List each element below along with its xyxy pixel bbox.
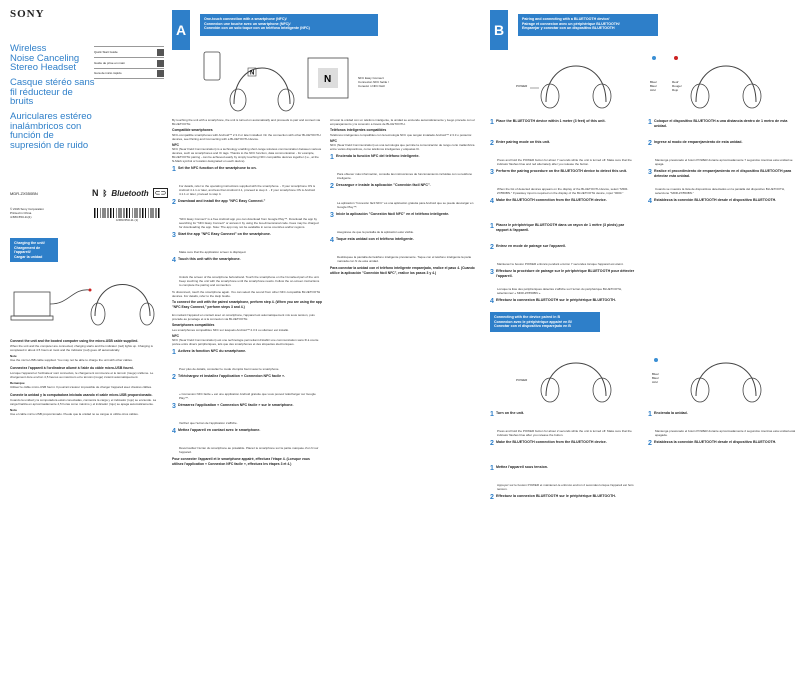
step-number: 2 xyxy=(648,140,652,147)
step-body: « Connexion NFC facile » est une application Android gratuite que vous pouvez télécharger sur Google Play™. xyxy=(179,392,316,400)
section-b-en-steps xyxy=(490,119,638,216)
step-body: Cuando se muestre la lista de dispositivos detectados en la pantalla del dispositivo BLUETOOTH, seleccione "MDR-ZX550BN." xyxy=(655,187,785,195)
guide-en-tab xyxy=(157,49,164,56)
step-number: 2 xyxy=(330,183,334,190)
charging-illustration xyxy=(10,268,160,330)
usb-cable-icon xyxy=(50,290,90,304)
svg-text:N: N xyxy=(250,70,255,77)
barcode-bars xyxy=(94,208,160,218)
step-item xyxy=(330,154,478,180)
step-number: 1 xyxy=(172,349,176,356)
step-number: 1 xyxy=(490,411,494,418)
step-heading: Place the BLUETOOTH device within 1 meter (3 feet) of this unit. xyxy=(496,119,606,123)
step-heading: Descargue e instale la aplicación "Conexión fácil NFC". xyxy=(336,183,431,187)
nfc-app-screen-icon xyxy=(308,58,348,98)
step-heading: Mettez l'appareil en contact avec le smartphone. xyxy=(178,428,261,432)
step-number: 4 xyxy=(648,198,652,205)
section-a-fr-steps xyxy=(172,349,322,454)
step-heading: Démarrez l'application « Connexion NFC facile » sur le smartphone. xyxy=(178,403,294,407)
step-number: 2 xyxy=(172,199,176,206)
step-body: When the list of detected devices appears on the display of the BLUETOOTH device, select "MDR-ZX550BN." If passkey input is required on the display of the BLUETOOTH device, input "0000." xyxy=(497,187,629,195)
paired-header: Connecting with the device paired in B Connexion avec le périphérique appairé en B/ Conectar con el dispositivo emparejado en B xyxy=(490,312,600,332)
sony-logo: SONY xyxy=(10,8,45,20)
step-number: 2 xyxy=(490,140,494,147)
paired-illustration xyxy=(536,346,786,400)
headset-left-icon xyxy=(541,363,611,402)
indicator-blue-icon xyxy=(652,56,656,60)
step-item xyxy=(490,140,638,166)
step-number: 2 xyxy=(172,374,176,381)
step-number: 3 xyxy=(648,169,652,176)
charging-en-heading: Connect the unit and the booted computer using the micro-USB cable supplied. xyxy=(10,339,139,344)
charging-fr-heading: Connectez l'appareil à l'ordinateur allumé à l'aide du câble micro-USB fourni. xyxy=(10,366,134,371)
step-body: Vérifiez que l'écran de l'application s'affiche. xyxy=(179,421,238,425)
section-a-col2: Al tocar la unidad con un teléfono inteligente, la unidad se enciende automáticamente y luego procede con el emparejamiento y la conexión a través de BLUETOOTH. Teléfonos inteligentes compatibles Teléfonos inteligentes compatibles con la tecnología NFC que tengan instalado Android™ 2.3.3 o posterior. NFC NFC (Near Field Communication) es una tecnología que permite la comunicación de rango corto inalámbrica entre varios dispositivos, como teléfonos inteligentes y etiquetas IC. 1 Encienda la función NFC del teléfono inteligente. Para obtener más información, consulte las instrucciones de funcionamiento incluidas con su teléfono inteligente. 2 Descargue e instale la aplicación "Conexión fácil NFC". La aplicación "Conexión fácil NFC" es una aplicación gratuita para Android que se puede descargar en Google Play™. 3 Inicie la aplicación "Conexión fácil NFC" en el teléfono inteligente. Asegúrese de que la pantalla de la aplicación esté visible. 4 Toque esta unidad con el teléfono inteligente. Desbloquee la pantalla del teléfono inteligente previamente. Toque con el teléfono inteligente la parte marcada con N de esta unidad. Para conectar la unidad con el teléfono inteligente emparejado, realice el paso 4. (Cuando utilice la aplicación "Conexión fácil NFC", realice los pasos 3 y 4.) xyxy=(330,118,478,275)
step-body: "NFC Easy Connect" is a free Android app you can download from Google Play™. Download the app by searching for "NFC Easy Connect" or access it by using the two-dimensional code. Fees may be charged for downloading the app. Note: The app may not be available in some countries and/or regions. xyxy=(179,217,319,229)
guide-es-tab xyxy=(157,70,164,77)
step-number: 3 xyxy=(172,232,176,239)
title-english: Wireless Noise Canceling Stereo Headset xyxy=(10,43,80,73)
step-item xyxy=(172,374,322,400)
paired-col2 xyxy=(648,408,796,458)
charging-header: Charging the unit/ Chargement de l'appareil/ Cargar la unidad xyxy=(10,238,58,262)
step-body: Pour plus de détails, consultez le mode d'emploi fourni avec le smartphone. xyxy=(179,367,280,371)
laptop-icon xyxy=(11,292,53,320)
step-number: 4 xyxy=(172,428,176,435)
guide-fr: Guide de prise en main xyxy=(94,60,126,65)
step-item xyxy=(490,223,638,241)
step-heading: Set the NFC function of the smartphone to on. xyxy=(178,166,257,170)
step-number: 1 xyxy=(490,119,494,126)
step-item xyxy=(172,403,322,425)
step-item xyxy=(490,440,638,458)
step-number: 4 xyxy=(172,257,176,264)
step-heading: Entrez en mode de pairage sur l'appareil. xyxy=(496,244,566,248)
step-heading: Ingrese al modo de emparejamiento de esta unidad. xyxy=(654,140,743,144)
model-number: MDR-ZX550BN xyxy=(10,191,38,196)
paired-en-steps xyxy=(490,411,638,458)
step-heading: Start the app "NFC Easy Connect" on the smartphone. xyxy=(178,232,271,236)
step-item xyxy=(490,198,638,216)
step-number: 3 xyxy=(172,403,176,410)
step-heading: Realice el procedimiento de emparejamiento en el dispositivo BLUETOOTH para detectar esta unidad. xyxy=(654,169,792,178)
step-item xyxy=(490,494,638,512)
step-body: Lorsque la liste des périphériques détectés s'affiche sur l'écran du périphérique BLUETOOTH, sélectionnez « MDR-ZX550BN ». xyxy=(497,287,622,295)
section-b-col1 xyxy=(490,116,638,316)
step-body: Para obtener más información, consulte las instrucciones de funcionamiento incluidas con su teléfono inteligente. xyxy=(337,172,473,180)
step-heading: Make the BLUETOOTH connection from the BLUETOOTH device. xyxy=(496,440,607,444)
step-item xyxy=(172,166,322,196)
power-label-2: POWER xyxy=(516,378,528,382)
step-heading: Inicie la aplicación "Conexión fácil NFC" en el teléfono inteligente. xyxy=(336,212,450,216)
step-heading: Establezca la conexión BLUETOOTH desde el dispositivo BLUETOOTH. xyxy=(654,440,777,444)
step-body: Mantenga presionado el botón POWER durante aproximadamente 7 segundos mientras esta unidad se apaga. xyxy=(655,158,793,166)
nfc-app-label: NFC Easy Connect Connexion NFC facile / Conexió n NFC fácil xyxy=(358,76,389,89)
section-b-fr-steps xyxy=(490,223,638,316)
headset-right-icon xyxy=(691,363,761,402)
step-number: 4 xyxy=(490,298,494,305)
red-label: Red/ Rouge/ Rojo xyxy=(672,80,682,93)
step-item xyxy=(648,169,796,195)
ce-mark-icon: ⊂⊃ xyxy=(154,190,167,197)
guide-es: Guía de inicio rápido xyxy=(94,71,122,76)
step-heading: Toque esta unidad con el teléfono inteligente. xyxy=(336,237,414,241)
charging-panel: Charging the unit/ Chargement de l'appareil/ Cargar la unidad Connect the unit and the booted computer using the micro-USB cable supplied. When the unit and the computer are connected, charging starts and the indicator (red) lights up. Charging is completed in about 4.5 hours at most and the indicator (red) goes off automatically. Note Use the micro-USB cable supplied. You may not be able to charge the unit with other cables. Connectez l'appareil à l'ordinateur allumé à l'aide du câble micro-USB fourni. Lorsque l'appareil et l'ordinateur sont connectés, le chargement commence et le témoin (rouge) s'allume. Le chargement dure environ 4,5 heures au maximum et le témoin (rouge) s'éteint automatiquement. Remarque Utilisez le câble micro-USB fourni. Il pourrait s'avérer impossible de charger l'appareil avec d'autres câbles. Conecte la unidad y la computadora iniciada usando el cable micro-USB proporcionado. Cuando la unidad y la computadora están conectadas, comienza la carga y el indicador (rojo) se enciende. La carga finaliza en aproximadamente 4,5 horas como máximo y el indicador (rojo) se apaga automáticamente. Nota Use el cable micro-USB proporcionado. Puede que la unidad no se cargue si utiliza otros cables. xyxy=(10,238,160,418)
headset-nfc-icon xyxy=(230,68,294,111)
paired-col1 xyxy=(490,408,638,512)
blue-label-2: Blue/ Bleu/ Azul xyxy=(652,372,659,385)
step-item xyxy=(330,237,478,263)
step-number: 1 xyxy=(490,465,494,472)
section-b-es-steps xyxy=(648,119,796,216)
indicator-blue-icon xyxy=(654,358,658,362)
step-item xyxy=(648,411,796,437)
step-number: 2 xyxy=(490,494,494,501)
step-item xyxy=(648,119,796,137)
step-item xyxy=(648,440,796,458)
power-label: POWER xyxy=(516,84,528,88)
step-item xyxy=(172,257,322,287)
section-a-header: One-touch connection with a smartphone (NFC)/ Connexion une touche avec un smartphone (NFC)/ Conexión con un solo toque con un teléfono inteligente (NFC) xyxy=(200,14,378,36)
step-number: 1 xyxy=(648,411,652,418)
step-body: Asegúrese de que la pantalla de la aplicación esté visible. xyxy=(337,230,414,234)
step-body: Press and hold the POWER button for about 2 seconds while the unit is turned off. Make sure that the indicator flashes blue after you release the button. xyxy=(497,429,632,437)
pairing-illustration xyxy=(536,48,786,108)
step-item xyxy=(490,411,638,437)
section-a-letter: A xyxy=(172,10,190,50)
indicator-red-icon xyxy=(89,289,92,292)
step-item xyxy=(648,140,796,166)
step-heading: Effectuez la connexion BLUETOOTH sur le périphérique BLUETOOTH. xyxy=(496,494,616,498)
step-item xyxy=(648,198,796,216)
step-heading: Placez le périphérique BLUETOOTH dans un rayon de 1 mètre (3 pieds) par rapport à l'appareil. xyxy=(496,223,625,232)
title-spanish: Auriculares estéreo inalámbricos con función de supresión de ruido xyxy=(10,111,92,151)
step-heading: Téléchargez et installez l'application « Connexion NFC facile ». xyxy=(178,374,286,378)
section-b-header: Pairing and connecting with a BLUETOOTH device/ Pairage et connexion avec un périphérique BLUETOOTH/ Emparejar y conectar con un dispositivo BLUETOOTH xyxy=(518,14,658,36)
step-number: 1 xyxy=(490,223,494,230)
step-heading: Establezca la conexión BLUETOOTH desde el dispositivo BLUETOOTH. xyxy=(654,198,777,202)
step-heading: Encienda la función NFC del teléfono inteligente. xyxy=(336,154,420,158)
cover-panel xyxy=(10,8,167,238)
guide-list xyxy=(94,46,164,79)
nfc-n-mark-icon: N xyxy=(92,188,99,198)
step-item xyxy=(172,199,322,229)
guide-en: Quick Start Guide xyxy=(94,49,118,54)
step-body: Make sure that the application screen is displayed. xyxy=(179,250,247,254)
step-heading: Effectuez la connexion BLUETOOTH sur le périphérique BLUETOOTH. xyxy=(496,298,616,302)
step-heading: Turn on the unit. xyxy=(496,411,525,415)
step-item xyxy=(490,269,638,295)
step-body: La aplicación "Conexión fácil NFC" es una aplicación gratuita para Android que se puede descargar en Google Play™. xyxy=(337,201,474,209)
step-number: 2 xyxy=(490,244,494,251)
section-a-en-steps xyxy=(172,166,322,287)
step-heading: Coloque el dispositivo BLUETOOTH a una distancia dentro de 1 metro de esta unidad. xyxy=(654,119,788,128)
section-a-es-steps xyxy=(330,154,478,263)
bluetooth-icon: ᛒ xyxy=(102,188,108,198)
step-body: Maintenez le bouton POWER enfoncé pendant environ 7 secondes lorsque l'appareil est éteint. xyxy=(497,262,624,266)
step-heading: Make the BLUETOOTH connection from the BLUETOOTH device. xyxy=(496,198,607,202)
step-heading: Mettez l'appareil sous tension. xyxy=(496,465,548,469)
step-item xyxy=(172,428,322,454)
paired-es-steps xyxy=(648,411,796,458)
step-heading: Enter pairing mode on this unit. xyxy=(496,140,551,144)
step-number: 3 xyxy=(490,269,494,276)
step-item xyxy=(490,169,638,195)
guide-fr-tab xyxy=(157,60,164,67)
smartphone-icon xyxy=(204,52,220,80)
step-number: 3 xyxy=(330,212,334,219)
step-item xyxy=(330,183,478,209)
step-heading: Touch this unit with the smartphone. xyxy=(178,257,241,261)
headset-icon xyxy=(91,285,154,326)
headset-right-icon xyxy=(691,66,761,108)
headset-left-icon xyxy=(541,66,611,108)
charging-en-body: When the unit and the computer are connected, charging starts and the indicator (red) lights up. Charging is completed in about 4.5 hours at most and the indicator (red) goes off automatically. xyxy=(10,343,153,352)
paired-fr-steps xyxy=(490,465,638,512)
indicator-red-icon xyxy=(674,56,678,60)
barcode: 4-583-553-11 (1) xyxy=(94,208,160,222)
step-number: 1 xyxy=(172,166,176,173)
step-item xyxy=(490,119,638,137)
step-item xyxy=(172,349,322,371)
bluetooth-wordmark: Bluetooth xyxy=(111,188,149,198)
step-heading: Encienda la unidad. xyxy=(654,411,688,415)
step-item xyxy=(330,212,478,234)
imprint: © 2016 Sony Corporation Printed in China 4-583-553-11(1) xyxy=(10,207,44,220)
blue-label: Blue/ Bleu/ Azul xyxy=(650,80,657,93)
step-number: 1 xyxy=(648,119,652,126)
step-body: Press and hold the POWER button for about 7 seconds while the unit is turned off. Make sure that the indicator flashes blue and red alternately after you release the button. xyxy=(497,158,632,166)
step-heading: Download and install the app "NFC Easy Connect." xyxy=(178,199,266,203)
section-b-col2 xyxy=(648,116,796,216)
nfc-illustration xyxy=(200,46,360,110)
step-body: Unlock the screen of the smartphone beforehand. Touch the smartphone on the N-marked part of the unit. Keep touching the unit with the smartphone until the smartphone reacts. Follow the on-screen instructions to complete the pairing and connection. xyxy=(179,275,320,287)
step-number: 2 xyxy=(648,440,652,447)
section-b-letter: B xyxy=(490,10,508,50)
step-item xyxy=(172,232,322,254)
step-item xyxy=(490,244,638,266)
step-number: 4 xyxy=(330,237,334,244)
step-heading: Activez la fonction NFC du smartphone. xyxy=(178,349,247,353)
section-a-col1: By touching the unit with a smartphone, the unit is turned on automatically and proceeds to pair and connect via BLUETOOTH. Compatible smartphones NFC-compatible smartphones with Android™ 2.3.3 or later installed. On the connection with other BLUETOOTH devices, see Pairing and Connecting with a BLUETOOTH device. NFC NFC (Near Field Communication) is a technology enabling short-range wireless communication between various devices, such as smartphones and IC tags. Thanks to the NFC function, data communication - for example, BLUETOOTH pairing - can be achieved easily by simply touching NFC compatible devices together (i.e., at the N-Mark symbol or location designated on each device). 1 Set the NFC function of the smartphone to on. For details, refer to the operating instructions supplied with the smartphone. - If your smartphone OS is Android 4.1.1 or later, and less than Android 4.1, proceed to step 2. - If your smartphone OS is Android 4.1.1 or later, proceed to step 4. 2 Download and install the app "NFC Easy Connect." "NFC Easy Connect" is a free Android app you can download from Google Play™. Download the app by searching for "NFC Easy Connect" or access it by using the two-dimensional code. Fees may be charged for downloading the app. Note: The app may not be available in some countries and/or regions. 3 Start the app "NFC Easy Connect" on the smartphone. Make sure that the application screen is displayed. 4 Touch this unit with the smartphone. Unlock the screen of the smartphone beforehand. Touch the smartphone on the N-marked part of the unit. Keep touching the unit with the smartphone until the smartphone reacts. Follow the on-screen instructions to complete the pairing and connection. To disconnect, touch the smartphone again. You can select the sound from other NFC compatible BLUETOOTH devices. For details, refer to the Help Guide. To connect the unit with the paired smartphone, perform step 4. (When you are using the app "NFC Easy Connect," perform steps 3 and 4.) En mettant l'appareil en contact avec un smartphone, l'appareil est automatiquement mis sous tension, puis procède au jumelage et à la connexion via BLUETOOTH. Smartphones compatibles Les smartphones compatibles NFC sur lesquels Android™ 2.3.3 ou ultérieur est installé. NFC NFC (Near Field Communication) est une technologie permettant d'établir une communication sans fil à courte portée entre divers périphériques, tels que des smartphones et des étiquettes électroniques. 1 Activez la fonction NFC du smartphone. Pour plus de détails, consultez le mode d'emploi fourni avec le smartphone. 2 Téléchargez et installez l'application « Connexion NFC facile ». « Connexion NFC facile » est une application Android gratuite que vous pouvez télécharger sur Google Play™. 3 Démarrez l'application « Connexion NFC facile » sur le smartphone. Vérifiez que l'écran de l'application s'affiche. 4 Mettez l'appareil en contact avec le smartphone. Déverrouillez l'écran du smartphone au préalable. Placez le smartphone sur la partie marquée d'un N sur l'appareil. Pour connecter l'appareil et le smartphone appairé, effectuez l'étape 4. (Lorsque vous utilisez l'application « Connexion NFC facile », effectuez les étapes 3 et 4.) xyxy=(172,118,322,466)
charging-es-heading: Conecte la unidad y la computadora iniciada usando el cable micro-USB proporcionado. xyxy=(10,393,153,398)
step-body: Appuyez sur le bouton POWER et maintenez-le enfoncé environ 2 secondes lorsque l'appareil est hors tension. xyxy=(497,483,634,491)
step-number: 3 xyxy=(490,169,494,176)
step-body: For details, refer to the operating instructions supplied with the smartphone. - If your smartphone OS is Android 4.1.1 or later, and less than Android 4.1, proceed to step 2. - If your smartphone OS is Android 4.1.1 or later, proceed to step 4. xyxy=(179,184,316,196)
step-body: Desbloquee la pantalla del teléfono inteligente previamente. Toque con el teléfono inteligente la parte marcada con N de esta unidad. xyxy=(337,255,472,263)
step-number: 4 xyxy=(490,198,494,205)
step-heading: Effectuez la procédure de pairage sur le périphérique BLUETOOTH pour détecter l'appareil. xyxy=(496,269,635,278)
svg-text:N: N xyxy=(324,74,332,85)
logo-row xyxy=(92,188,168,198)
step-item xyxy=(490,465,638,491)
step-number: 2 xyxy=(490,440,494,447)
title-french: Casque stéréo sans fil réducteur de bruits xyxy=(10,77,95,107)
step-body: Mantenga presionado el botón POWER durante aproximadamente 2 segundos mientras esta unidad está apagada. xyxy=(655,429,796,437)
step-heading: Perform the pairing procedure on the BLUETOOTH device to detect this unit. xyxy=(496,169,627,173)
step-number: 1 xyxy=(330,154,334,161)
step-body: Déverrouillez l'écran du smartphone au préalable. Placez le smartphone sur la partie marquée d'un N sur l'appareil. xyxy=(179,446,319,454)
